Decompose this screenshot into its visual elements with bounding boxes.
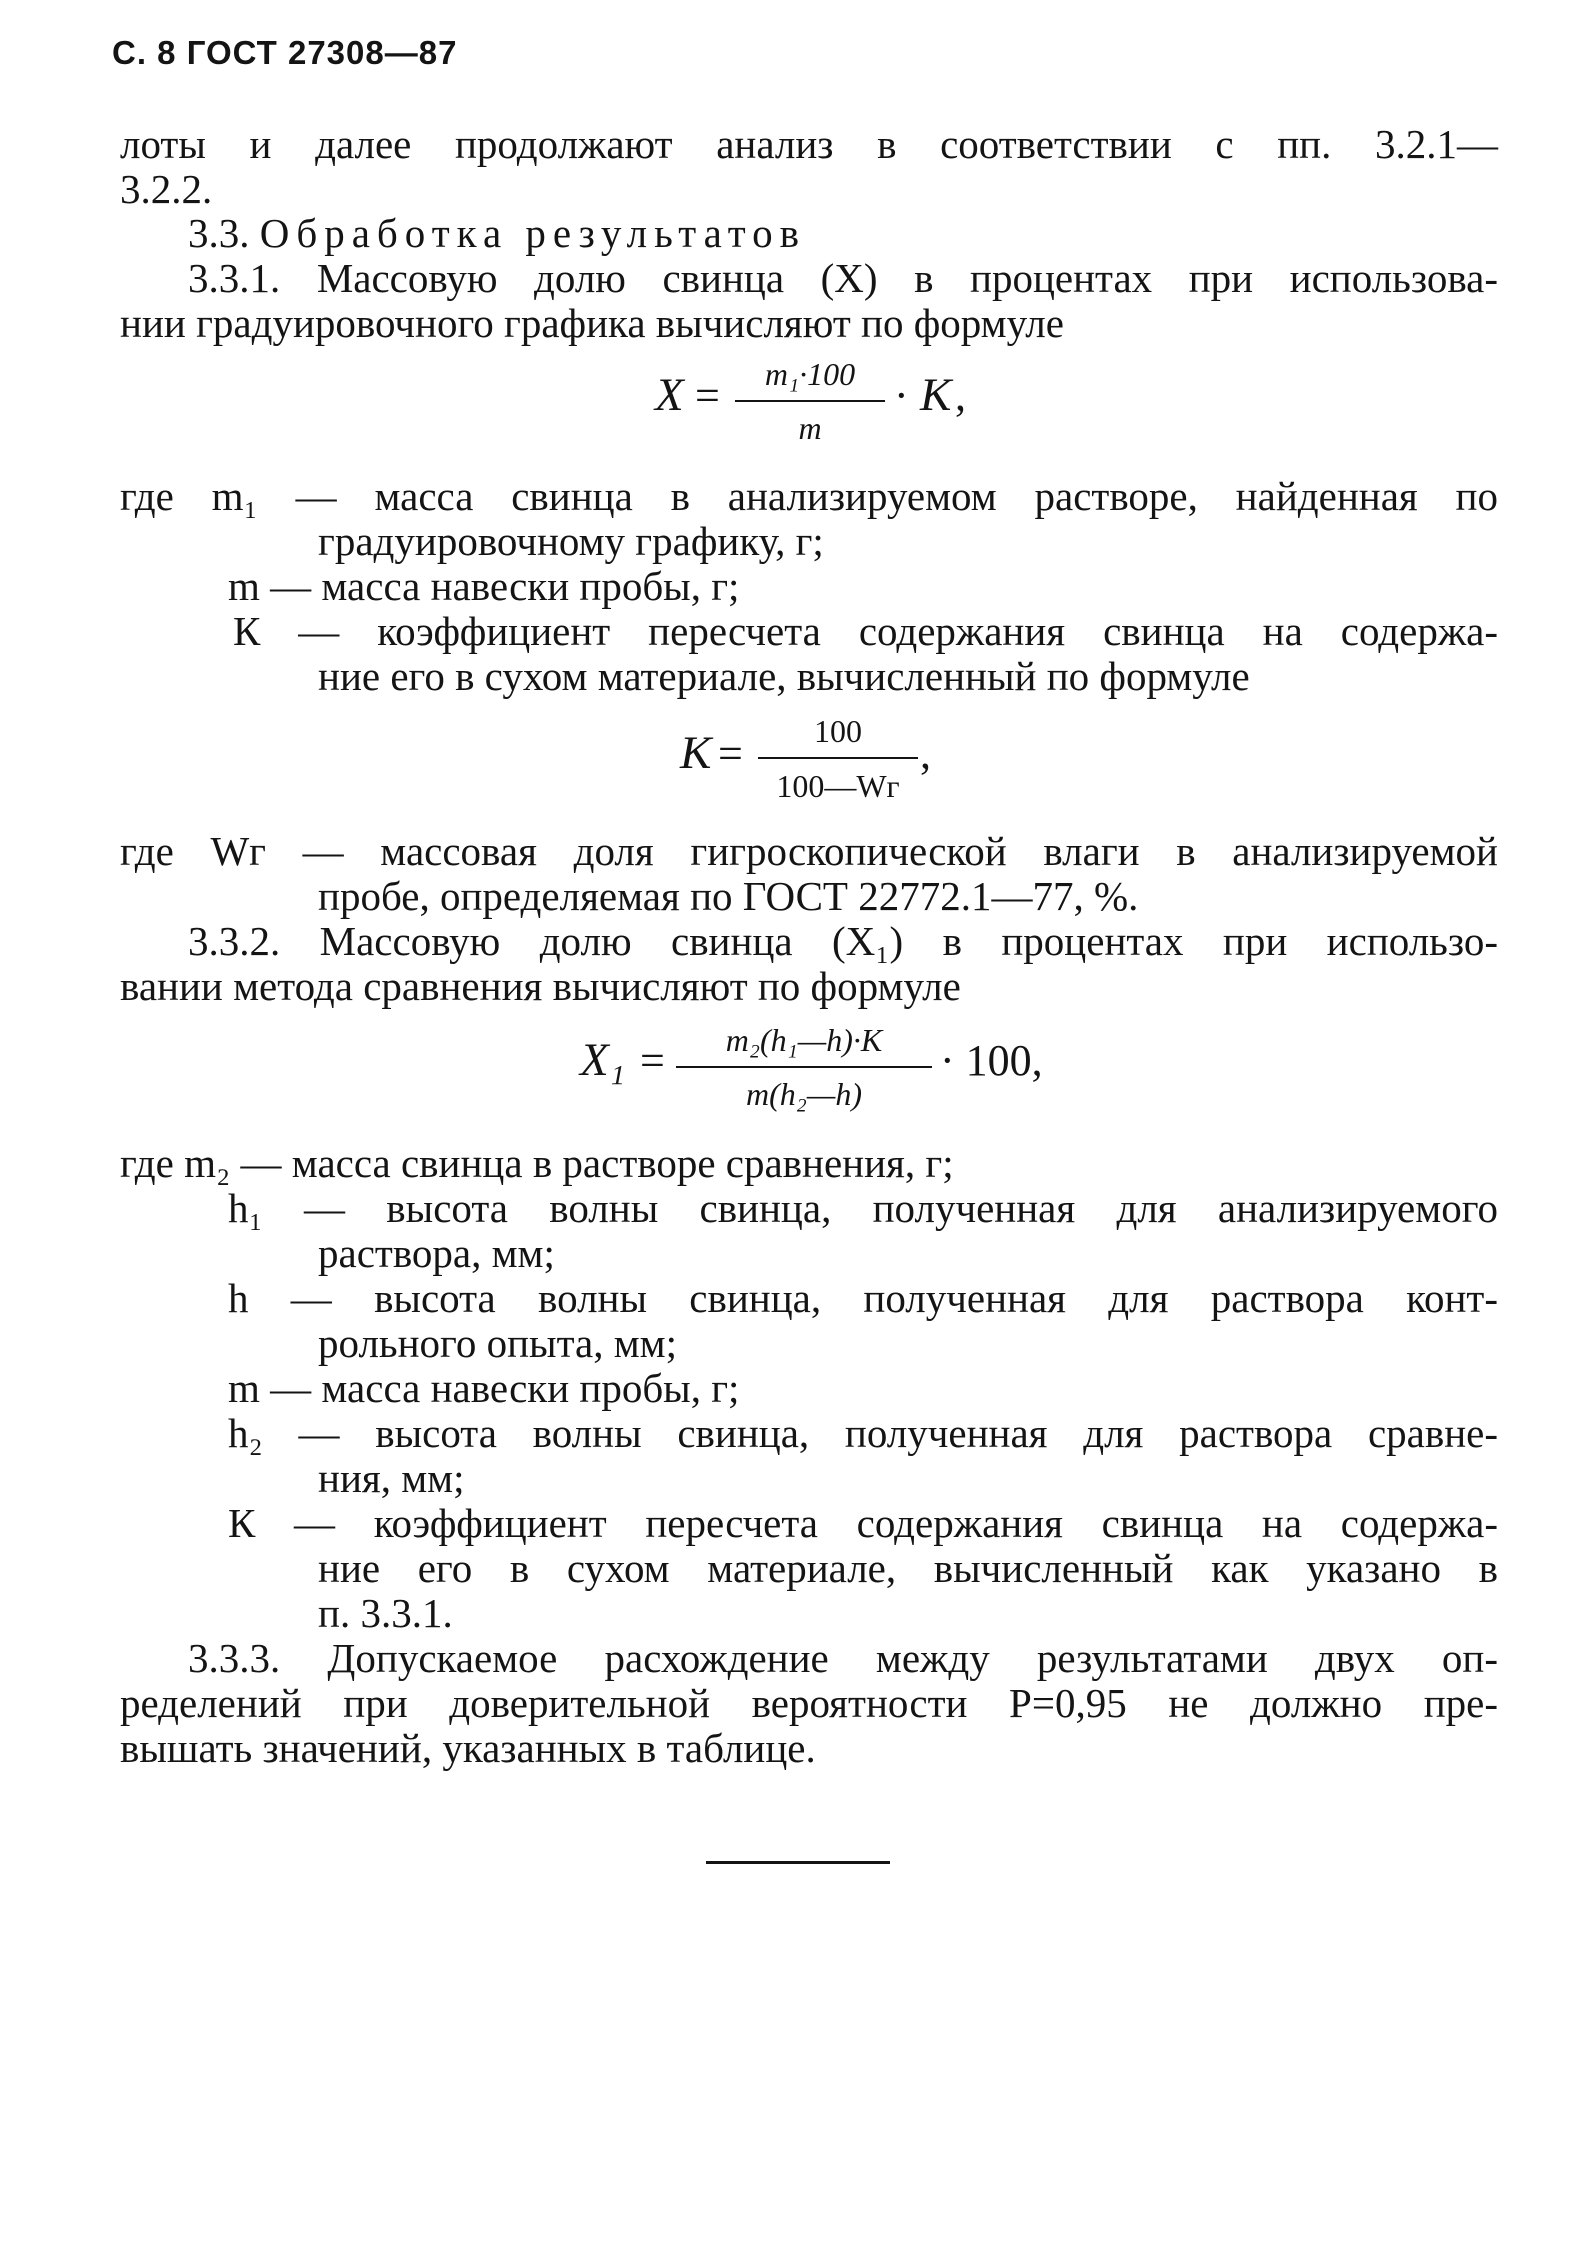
formula-lhs: K — [680, 727, 712, 779]
section-title: Обработка результатов — [259, 210, 807, 256]
text-line: 3.2.2. — [120, 166, 213, 212]
section-number: 3.3. — [188, 210, 250, 256]
formula-comma: , — [955, 371, 966, 420]
section-heading — [188, 210, 807, 256]
formula-denominator: m(h₂—h) — [746, 1076, 862, 1112]
text-line: ния, мм; — [318, 1455, 465, 1501]
text-line: ределений при доверительной вероятности Р=0,95 не должно пре- — [120, 1680, 1498, 1726]
formula-equals: = — [640, 1036, 665, 1085]
formula-denominator: m — [798, 410, 822, 446]
text-line: нии градуировочного графика вычисляют по формуле — [120, 300, 1064, 346]
formula-comma: , — [920, 729, 931, 778]
fraction-bar — [735, 400, 885, 402]
text-line: лоты и далее продолжают анализ в соответствии с пп. 3.2.1— — [120, 121, 1498, 167]
text-line: 3.3.2. Массовую долю свинца (X₁) в процентах при использо- — [188, 918, 1498, 964]
formula-numerator: m₁·100 — [764, 356, 856, 392]
formula-denominator: 100—Wг — [776, 768, 900, 804]
text-line: ние его в сухом материале, вычисленный как указано в — [318, 1545, 1498, 1591]
text-line: вышать значений, указанных в таблице. — [120, 1725, 816, 1771]
text-line: h — высота волны свинца, полученная для раствора конт- — [228, 1275, 1498, 1321]
text-line: где Wг — массовая доля гигроскопической влаги в анализируемой — [120, 828, 1498, 874]
standard-number: ГОСТ 27308—87 — [186, 34, 458, 71]
text-line: рольного опыта, мм; — [318, 1320, 677, 1366]
page-number: С. 8 — [112, 34, 177, 71]
text-line: ние его в сухом материале, вычисленный по формуле — [318, 653, 1250, 699]
text-line: К — коэффициент пересчета содержания свинца на содержа- — [228, 1500, 1498, 1546]
formula-lhs: X — [655, 369, 684, 421]
formula-tail: · 100, — [940, 1036, 1043, 1085]
formula-multiply: · — [894, 371, 909, 420]
text-line: где m₁ — масса свинца в анализируемом растворе, найденная по — [120, 473, 1499, 519]
formula-equals: = — [718, 729, 743, 778]
text-line: градуировочному графику, г; — [318, 518, 824, 564]
text-line: m — масса навески пробы, г; — [228, 563, 740, 609]
text-line: раствора, мм; — [318, 1230, 555, 1276]
formula-factor: K — [920, 369, 952, 421]
text-line: h₁ — высота волны свинца, полученная для анализируемого — [228, 1185, 1498, 1231]
section-end-rule — [706, 1861, 890, 1864]
text-line: вании метода сравнения вычисляют по формуле — [120, 963, 961, 1009]
page-header — [112, 36, 457, 69]
formula-numerator: 100 — [814, 713, 862, 749]
formula-lhs: X₁ — [580, 1034, 626, 1086]
text-line: пробе, определяемая по ГОСТ 22772.1—77, %. — [318, 873, 1139, 919]
fraction-bar — [676, 1066, 932, 1068]
fraction-bar — [758, 757, 918, 759]
text-line: К — коэффициент пересчета содержания свинца на содержа- — [233, 608, 1498, 654]
formula-equals: = — [695, 371, 720, 420]
formula-numerator: m₂(h₁—h)·K — [725, 1022, 883, 1058]
text-line: 3.3.1. Массовую долю свинца (X) в процентах при использова- — [188, 255, 1498, 301]
text-line: 3.3.3. Допускаемое расхождение между результатами двух оп- — [188, 1635, 1498, 1681]
text-line: п. 3.3.1. — [318, 1590, 453, 1636]
text-line: m — масса навески пробы, г; — [228, 1365, 740, 1411]
text-line: где m₂ — масса свинца в растворе сравнения, г; — [120, 1140, 954, 1186]
text-line: h₂ — высота волны свинца, полученная для раствора сравне- — [228, 1410, 1498, 1456]
